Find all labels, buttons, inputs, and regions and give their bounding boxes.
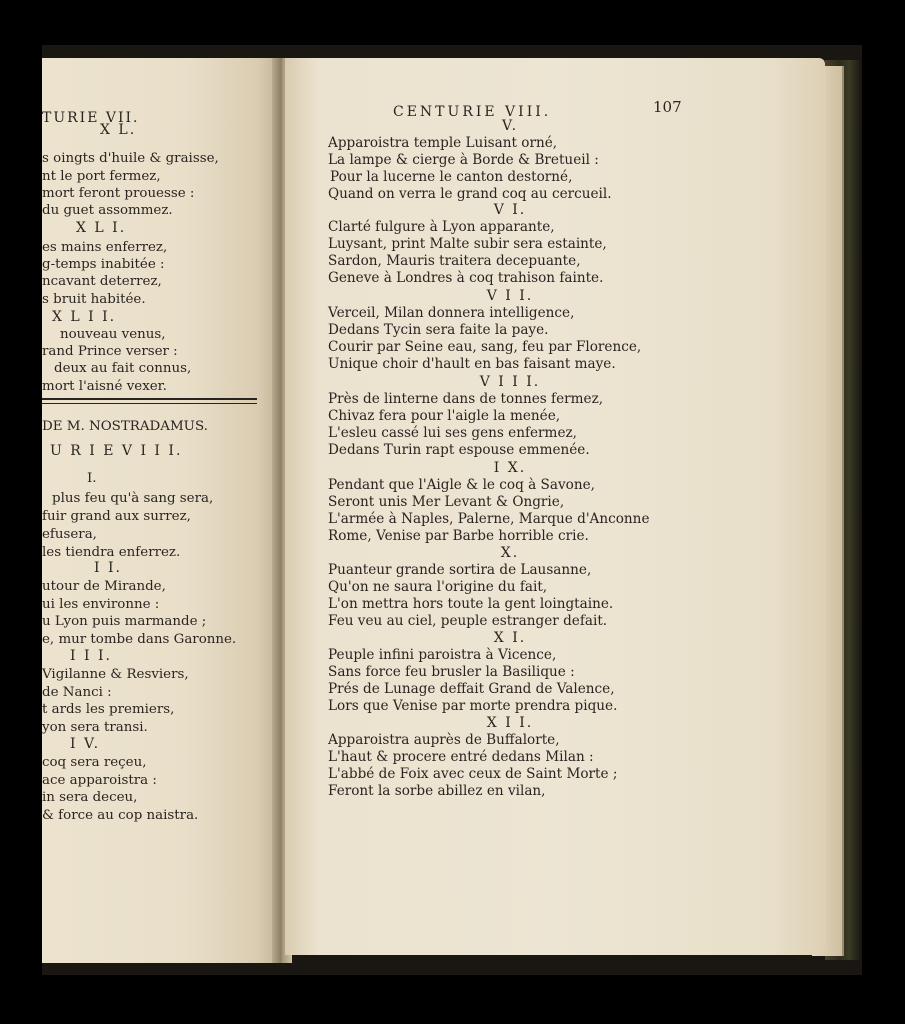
left-verse-line: mort feront prouesse : (42, 186, 195, 201)
left-stanza-number: X L. (100, 122, 137, 138)
left-stanza-number: X L I I. (52, 309, 117, 325)
left-verse-line: es mains enferrez, (42, 240, 168, 255)
verse-line: Sardon, Mauris traitera decepuante, (328, 253, 581, 269)
stanza-number: X I I. (486, 715, 534, 731)
verse-line: Lors que Venise par morte prendra pique. (328, 698, 618, 714)
left-rule-thick (42, 398, 257, 400)
left-stanza-number: I I. (94, 560, 122, 576)
verse-line: Seront unis Mer Levant & Ongrie, (328, 494, 565, 510)
verse-line: Sans force feu brusler la Basilique : (328, 664, 575, 680)
verse-line: L'abbé de Foix avec ceux de Saint Morte ; (328, 766, 618, 782)
verse-line: Feu veu au ciel, peuple estranger defait. (328, 613, 608, 629)
left-verse-line: u Lyon puis marmande ; (42, 614, 207, 629)
verse-line: Prés de Lunage deffait Grand de Valence, (328, 681, 615, 697)
verse-line: Dedans Tycin sera faite la paye. (328, 322, 549, 338)
verse-line: Feront la sorbe abillez en vilan, (328, 783, 546, 799)
verse-line: La lampe & cierge à Borde & Bretueil : (328, 152, 599, 168)
verse-line: Rome, Venise par Barbe horrible crie. (328, 528, 589, 544)
left-verse-line: yon sera transi. (42, 720, 148, 735)
left-verse-line: les tiendra enferrez. (42, 545, 181, 560)
stanza-number: V I I. (486, 288, 534, 304)
left-verse-line: rand Prince verser : (42, 344, 178, 359)
stanza-number: X I. (493, 630, 527, 646)
left-verse-line: s bruit habitée. (42, 292, 146, 307)
verse-line: Dedans Turin rapt espouse emmenée. (328, 442, 590, 458)
verse-line: Puanteur grande sortira de Lausanne, (328, 562, 592, 578)
left-verse-line: utour de Mirande, (42, 579, 166, 594)
verse-line: Pendant que l'Aigle & le coq à Savone, (328, 477, 595, 493)
left-verse-line: plus feu qu'à sang sera, (52, 491, 214, 506)
left-page (42, 58, 282, 963)
verse-line: Pour la lucerne le canton destorné, (330, 169, 573, 185)
left-stanza-number: I V. (70, 736, 101, 752)
left-verse-line: DE M. NOSTRADAMUS. (42, 419, 208, 434)
verse-line: Quand on verra le grand coq au cercueil. (328, 186, 612, 202)
left-verse-line: deux au fait connus, (54, 361, 192, 376)
right-page-text (285, 58, 825, 955)
verse-line: Qu'on ne saura l'origine du fait, (328, 579, 548, 595)
verse-line: Clarté fulgure à Lyon apparante, (328, 219, 555, 235)
page-number: 107 (653, 98, 682, 116)
verse-line: Courir par Seine eau, sang, feu par Florence, (328, 339, 642, 355)
verse-line: L'haut & procere entré dedans Milan : (328, 749, 594, 765)
stanza-number: I X. (493, 460, 527, 476)
left-running-head: TURIE VII. (42, 110, 140, 126)
verse-line: Apparoistra auprès de Buffalorte, (328, 732, 560, 748)
stanza-number: X. (500, 545, 520, 561)
left-verse-line: nt le port fermez, (42, 169, 161, 184)
stanza-number: V. (501, 118, 519, 134)
stanza-number: V I. (493, 202, 527, 218)
left-verse-line: e, mur tombe dans Garonne. (42, 632, 237, 647)
left-rule-thin (42, 403, 257, 404)
verse-line: L'esleu cassé lui ses gens enfermez, (328, 425, 577, 441)
left-verse-line: s oingts d'huile & graisse, (42, 151, 219, 166)
left-verse-line: efusera, (42, 527, 97, 542)
left-verse-line: in sera deceu, (42, 790, 138, 805)
left-verse-line: de Nanci : (42, 685, 112, 700)
verse-line: Apparoistra temple Luisant orné, (328, 135, 558, 151)
left-verse-line: g-temps inabitée : (42, 257, 165, 272)
verse-line: Chivaz fera pour l'aigle la menée, (328, 408, 561, 424)
left-stanza-number: U R I E V I I I. (50, 443, 183, 459)
verse-line: L'armée à Naples, Palerne, Marque d'Anconne (328, 511, 650, 527)
verse-line: Près de linterne dans de tonnes fermez, (328, 391, 604, 407)
left-verse-line: & force au cop naistra. (42, 808, 199, 823)
left-verse-line: t ards les premiers, (42, 702, 175, 717)
left-stanza-number: X L I. (76, 220, 127, 236)
verse-line: Verceil, Milan donnera intelligence, (328, 305, 575, 321)
left-verse-line: coq sera reçeu, (42, 755, 147, 770)
verse-line: Luysant, print Malte subir sera estainte, (328, 236, 607, 252)
stanza-number: V I I I. (479, 374, 541, 390)
verse-line: L'on mettra hors toute la gent loingtaine. (328, 596, 614, 612)
verse-line: Peuple infini paroistra à Vicence, (328, 647, 557, 663)
verse-line: Unique choir d'hault en bas faisant maye. (328, 356, 616, 372)
left-verse-line: du guet assommez. (42, 203, 173, 218)
left-stanza-number: I I I. (70, 648, 112, 664)
verse-line: Geneve à Londres à coq trahison fainte. (328, 270, 604, 286)
left-verse-line: ace apparoistra : (42, 773, 157, 788)
running-head: CENTURIE VIII. (393, 104, 552, 120)
left-verse-line: nouveau venus, (60, 327, 166, 342)
left-verse-line: fuir grand aux surrez, (42, 509, 191, 524)
left-verse-line: mort l'aisné vexer. (42, 379, 167, 394)
left-verse-line: ui les environne : (42, 597, 160, 612)
left-verse-line: Vigilanne & Resviers, (42, 667, 189, 682)
left-page-text (42, 58, 282, 963)
right-page (285, 58, 825, 955)
left-verse-line: I. (87, 471, 97, 486)
left-verse-line: ncavant deterrez, (42, 274, 162, 289)
